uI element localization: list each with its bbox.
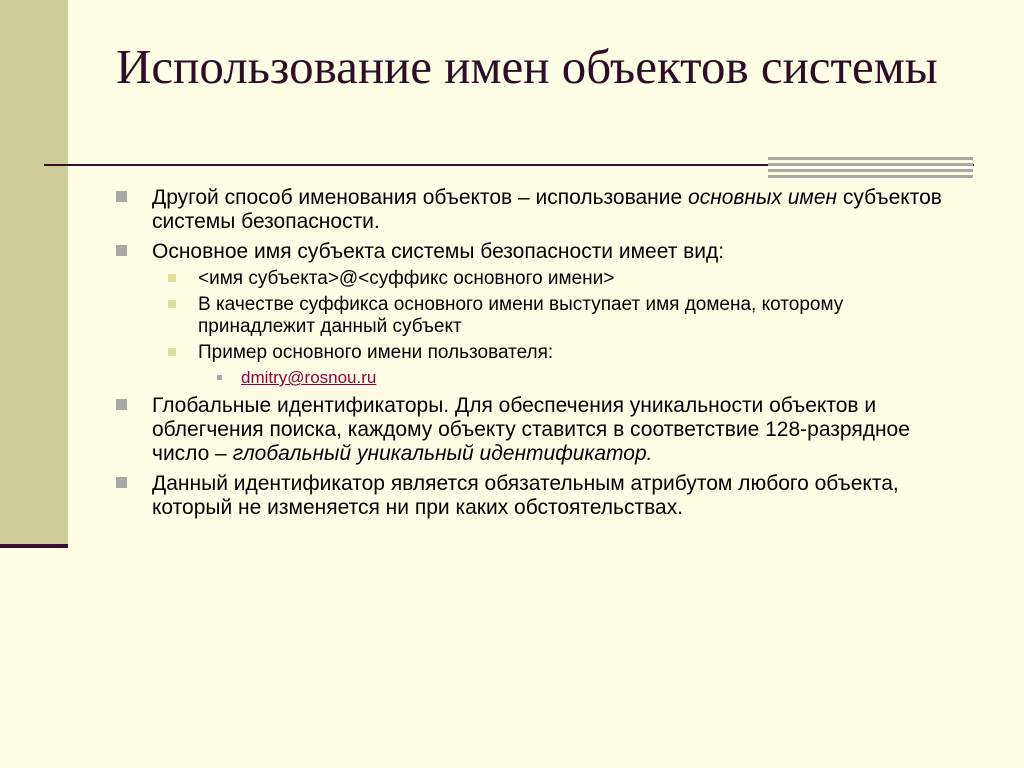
bullet-marker-icon [116,191,127,202]
bullet-level1 [116,472,956,520]
bullet-marker-icon [116,245,127,256]
bullet-list [116,180,956,520]
text-segment: <имя субъекта>@<суффикс основного имени> [198,268,615,289]
bullet-marker-icon [168,274,176,282]
text-segment: субъектов системы безопасности. [152,186,942,233]
bullet-level1 [116,240,956,264]
bullet-marker-icon [116,399,127,410]
side-divider [0,544,68,548]
bullet-text [198,294,843,337]
side-band [0,0,68,548]
bullet-text [152,472,899,519]
emphasized-text: основных имен [688,186,838,209]
bullet-marker-icon [168,348,176,356]
emphasized-text: глобальный уникальный идентификатор. [232,442,653,465]
bullet-text [198,342,553,363]
accent-stripes [768,157,973,179]
bullet-level2 [168,268,956,290]
bullet-marker-icon [116,477,127,488]
bullet-text [198,268,614,289]
bullet-marker-icon [217,375,222,380]
bullet-level1 [116,394,956,466]
text-segment: dmitry@rosnou.ru [241,368,377,387]
bullet-marker-icon [168,300,176,308]
bullet-level2 [168,294,956,338]
text-segment: Другой способ именования объектов – использование [152,186,689,209]
bullet-level1 [116,186,956,234]
text-segment: Глобальные идентификаторы. Для обеспечения уникальности объектов и облегчения поиска, каждому объекту ставится в соответствие 128-разрядное число – [152,394,910,465]
text-segment: Данный идентификатор является обязательным атрибутом любого объекта, который не изменяется ни при каких обстоятельствах. [152,472,899,519]
bullet-text [152,186,942,233]
bullet-text [152,394,910,465]
email-link[interactable] [241,368,376,387]
text-segment: Основное имя субъекта системы безопасности имеет вид: [152,240,725,263]
slide-title: Использование имен объектов системы [116,39,938,94]
text-segment: Пример основного имени пользователя: [198,342,554,363]
bullet-level3[interactable] [217,367,956,388]
bullet-level2 [168,342,956,364]
text-segment: В качестве суффикса основного имени выступает имя домена, которому принадлежит данный субъект [198,294,844,337]
bullet-text [152,240,724,263]
